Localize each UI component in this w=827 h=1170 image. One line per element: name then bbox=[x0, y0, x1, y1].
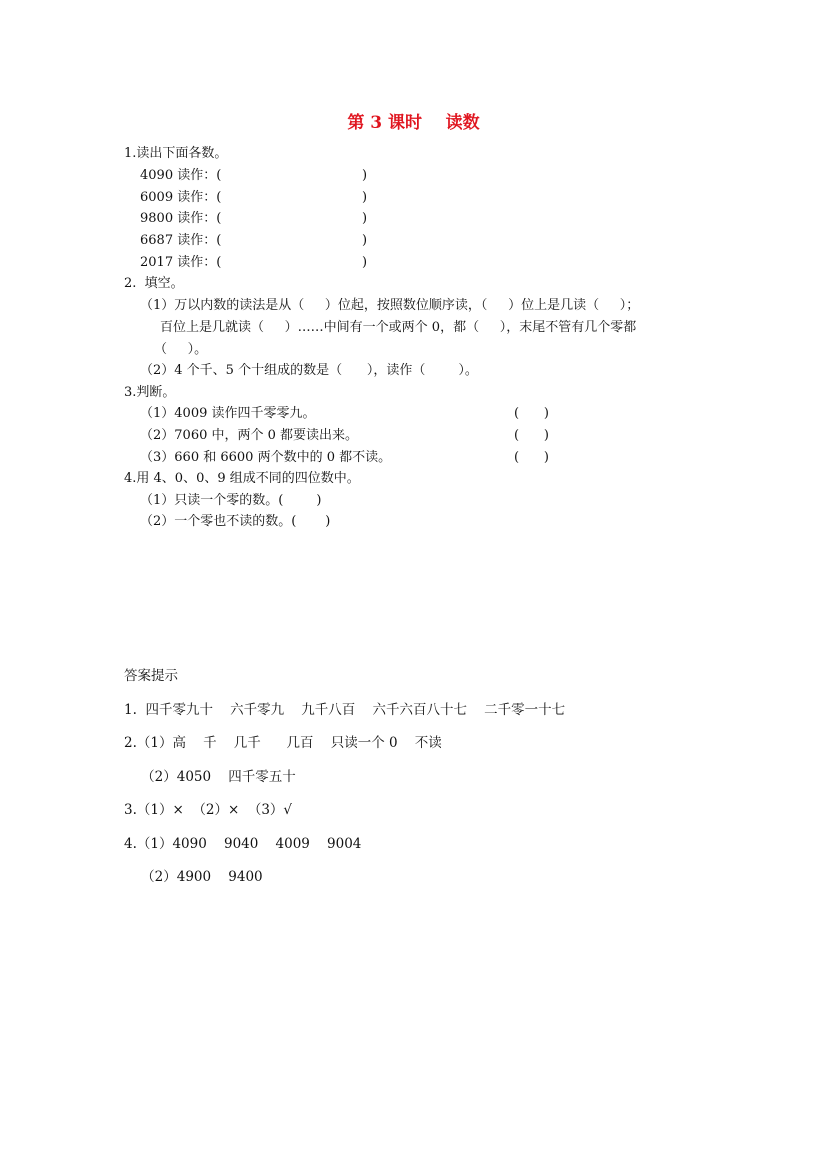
answer-line-2: 2.（1）高 千 几千 几百 只读一个 0 不读 bbox=[124, 735, 442, 751]
q2-line-4: （2）4 个千、5 个十组成的数是（ ），读作（ ）。 bbox=[140, 363, 478, 378]
q3-item-1-paren: ( ) bbox=[514, 406, 549, 421]
answer-line-1: 1. 四千零九十 六千零九 九千八百 六千六百八十七 二千零一十七 bbox=[124, 702, 566, 718]
q1-item-4: 6687 读作：( bbox=[140, 233, 222, 248]
answer-line-4: 3.（1）× （2）× （3）√ bbox=[124, 802, 293, 818]
q1-item-3-close: ) bbox=[362, 211, 368, 226]
answers-heading: 答案提示 bbox=[124, 668, 178, 684]
q3-item-2: （2）7060 中，两个 0 都要读出来。 bbox=[140, 428, 359, 443]
q1-item-1-close: ) bbox=[362, 168, 368, 183]
q3-item-3: （3）660 和 6600 两个数中的 0 都不读。 bbox=[140, 450, 392, 465]
q1-item-2: 6009 读作：( bbox=[140, 190, 222, 205]
q2-line-3: （ ）。 bbox=[154, 342, 208, 357]
q1-item-1: 4090 读作：( bbox=[140, 168, 222, 183]
q2-line-1: （1）万以内数的读法是从（ ）位起，按照数位顺序读，（ ）位上是几读（ ）； bbox=[140, 298, 640, 313]
q1-heading: 1.读出下面各数。 bbox=[124, 146, 228, 161]
q1-item-4-close: ) bbox=[362, 233, 368, 248]
q3-item-2-paren: ( ) bbox=[514, 428, 549, 443]
answer-line-3: （2）4050 四千零五十 bbox=[124, 769, 296, 785]
page-title: 第 3 课时 读数 bbox=[347, 113, 480, 133]
q3-item-1: （1）4009 读作四千零零九。 bbox=[140, 406, 316, 421]
q1-item-5: 2017 读作：( bbox=[140, 255, 222, 270]
q1-item-2-close: ) bbox=[362, 190, 368, 205]
q4-heading: 4.用 4、0、0、9 组成不同的四位数中。 bbox=[124, 471, 360, 486]
q3-heading: 3.判断。 bbox=[124, 385, 176, 400]
answer-line-6: （2）4900 9400 bbox=[124, 869, 263, 885]
q4-item-2: （2）一个零也不读的数。( ) bbox=[140, 514, 331, 529]
q3-item-3-paren: ( ) bbox=[514, 450, 549, 465]
q4-item-1: （1）只读一个零的数。( ) bbox=[140, 493, 322, 508]
q1-item-3: 9800 读作：( bbox=[140, 211, 222, 226]
answer-line-5: 4.（1）4090 9040 4009 9004 bbox=[124, 836, 362, 852]
q1-item-5-close: ) bbox=[362, 255, 368, 270]
q2-heading: 2. 填空。 bbox=[124, 276, 184, 291]
q2-line-2: 百位上是几就读（ ）……中间有一个或两个 0，都（ ），末尾不管有几个零都 bbox=[160, 320, 637, 335]
